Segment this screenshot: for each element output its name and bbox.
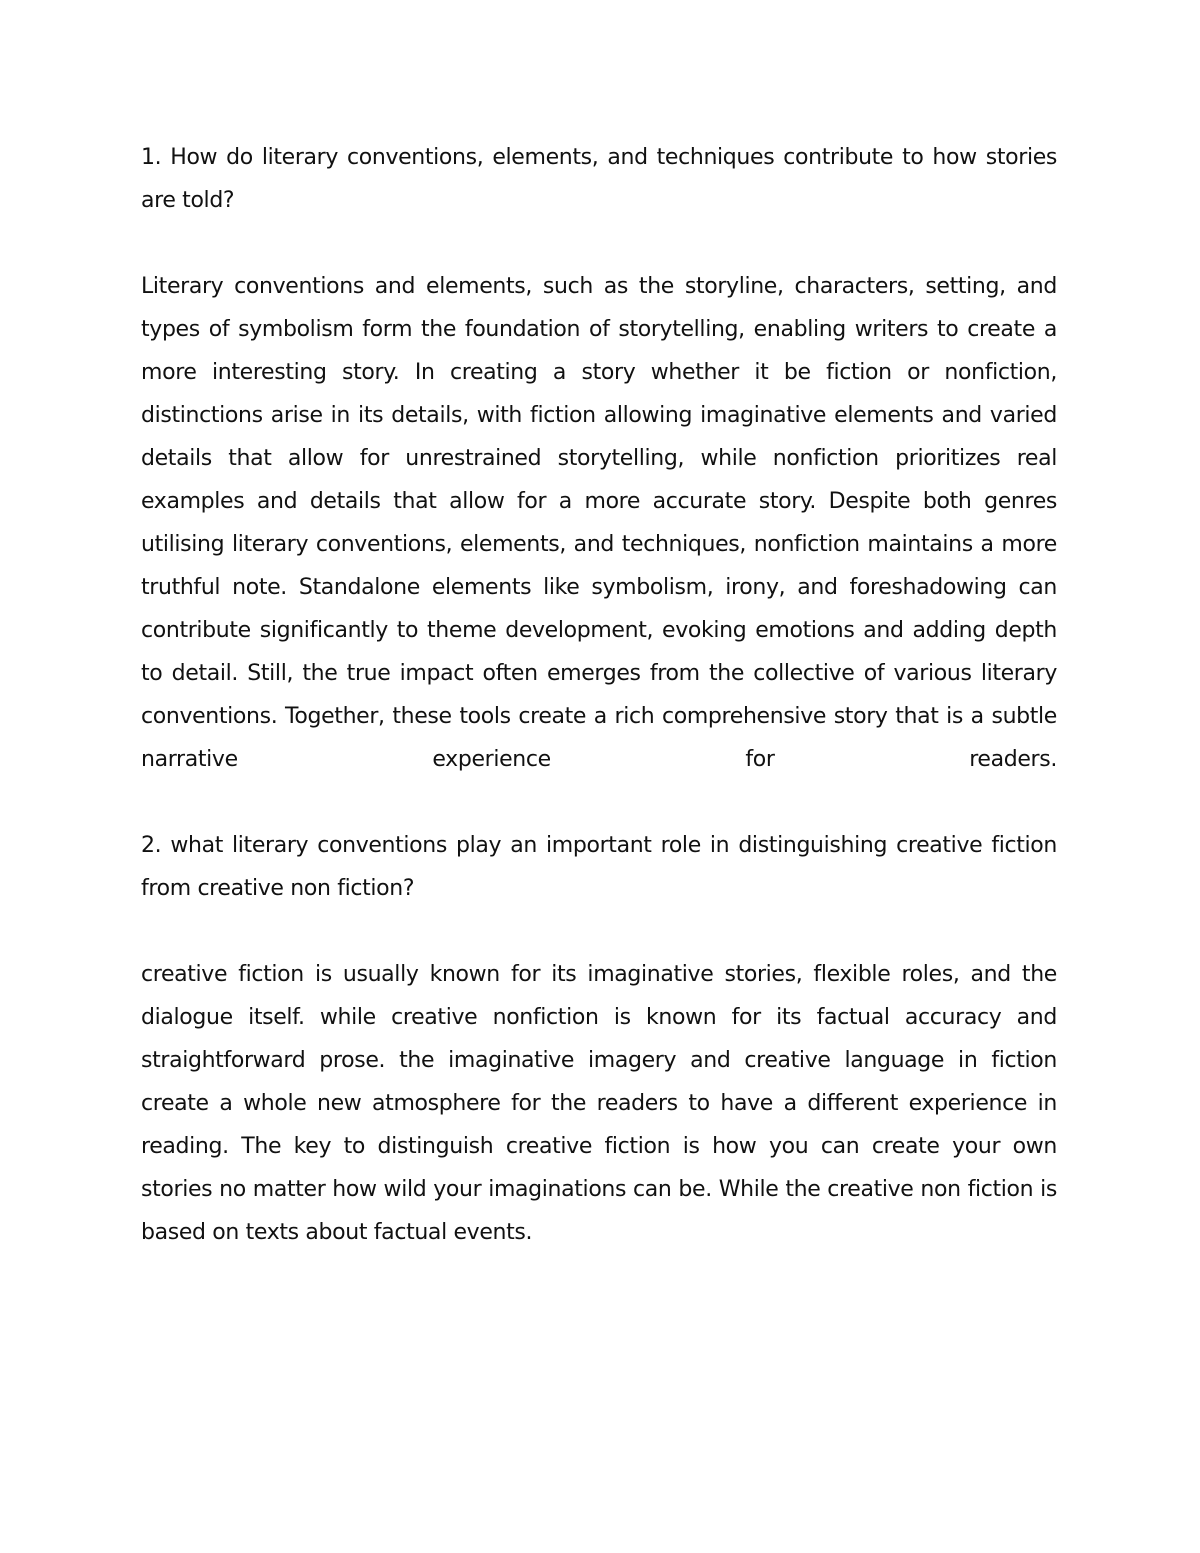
question-1: 1. How do literary conventions, elements, and techniques contribute to how stories are told?	[141, 145, 1057, 213]
question-2: 2. what literary conventions play an important role in distinguishing creative fiction from creative non fiction?	[141, 833, 1057, 901]
paragraph-gap	[141, 781, 1057, 824]
answer-1: Literary conventions and elements, such as the storyline, characters, setting, and types of symbolism form the foundation of storytelling, enabling writers to create a more interesting story. In creating a story whether it be fiction or nonfiction, distinctions arise in its details, with fiction allowing imaginative elements and varied details that allow for unrestrained storytelling, while nonfiction prioritizes real examples and details that allow for a more accurate story. Despite both genres utilising literary conventions, elements, and techniques, nonfiction maintains a more truthful note. Standalone elements like symbolism, irony, and foreshadowing can contribute significantly to theme development, evoking emotions and adding depth to detail. Still, the true impact often emerges from the collective of various literary conventions. Together, these tools create a rich comprehensive story that is a subtle narrative experience for readers.	[141, 274, 1057, 772]
answer-2: creative fiction is usually known for its imaginative stories, flexible roles, and the dialogue itself. while creative nonfiction is known for its factual accuracy and straightforward prose. the imaginative imagery and creative language in fiction create a whole new atmosphere for the readers to have a different experience in reading. The key to distinguish creative fiction is how you can create your own stories no matter how wild your imaginations can be. While the creative non fiction is based on texts about factual events.	[141, 962, 1057, 1245]
paragraph-gap	[141, 222, 1057, 265]
document-page	[141, 136, 1057, 1254]
paragraph-gap	[141, 910, 1057, 953]
